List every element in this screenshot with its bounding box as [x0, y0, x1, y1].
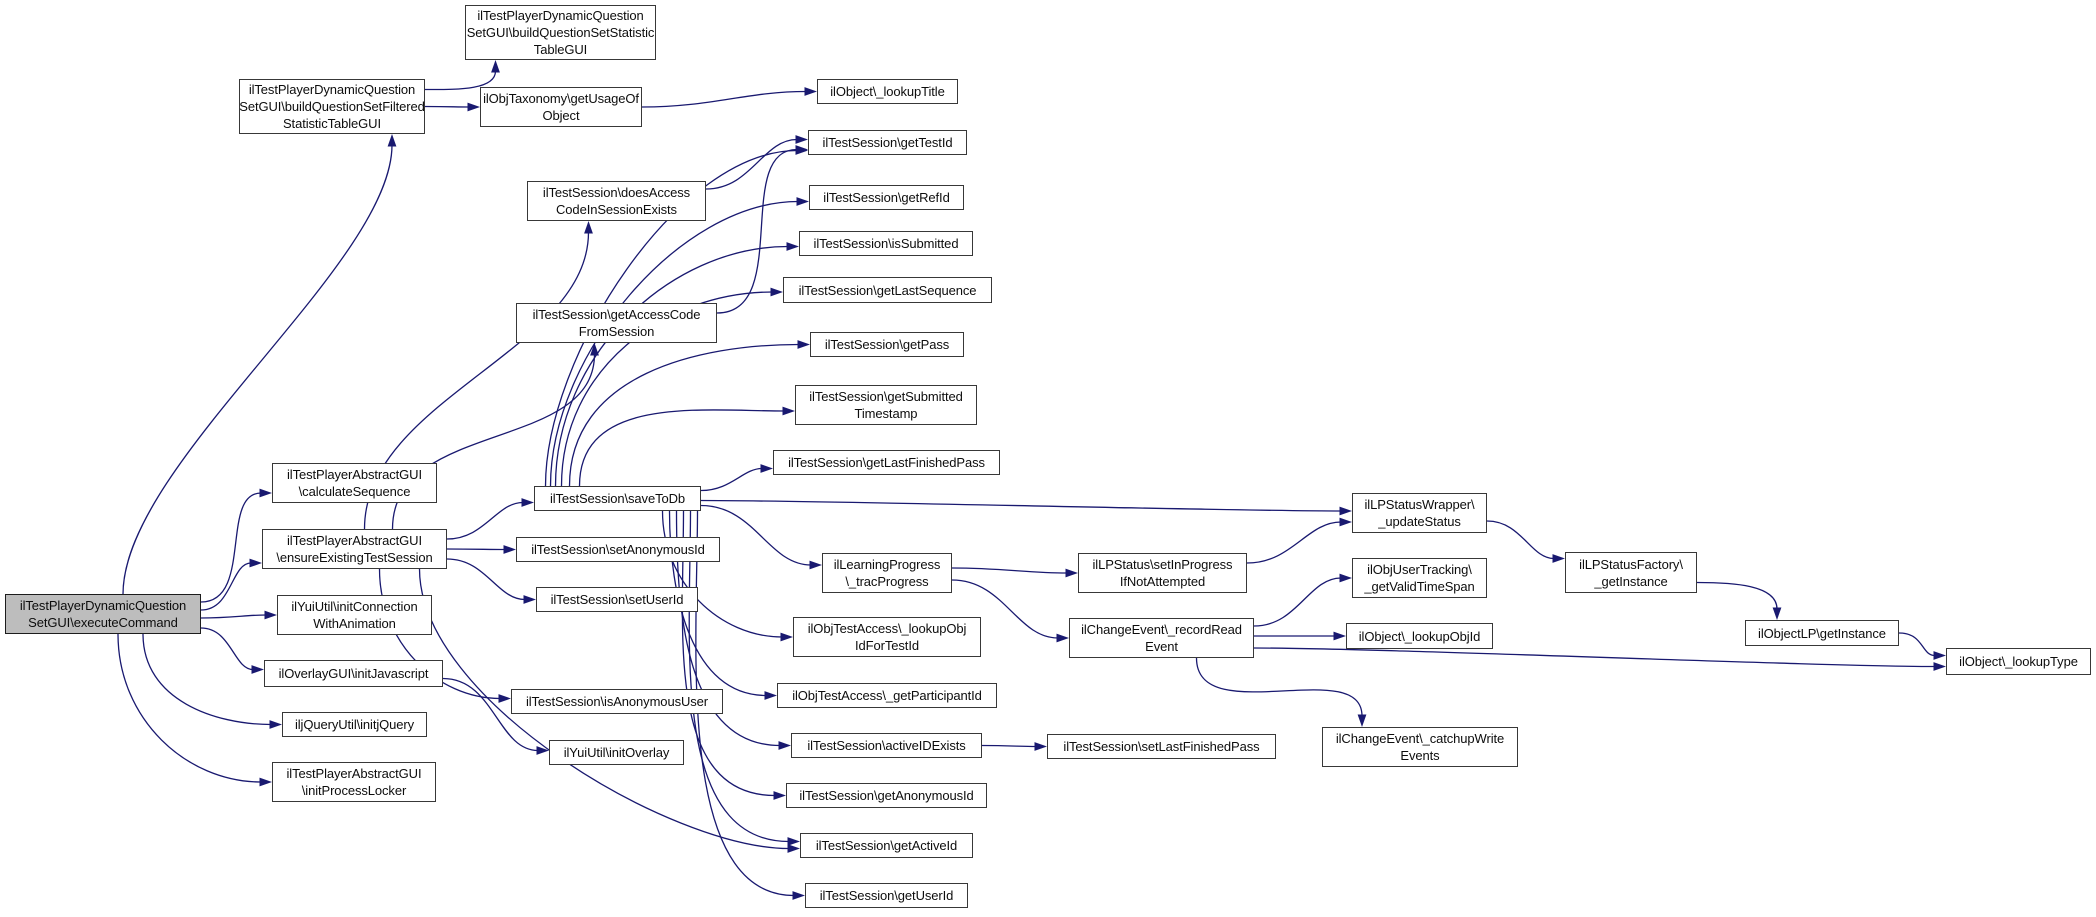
- graph-node-lookupType[interactable]: [1946, 648, 2091, 675]
- edge-exec-buildFiltered: [123, 145, 392, 594]
- node-label-line: ilTestSession\getTestId: [822, 135, 953, 150]
- graph-node-updateStatus[interactable]: [1352, 493, 1487, 533]
- arrowhead: [1340, 574, 1353, 583]
- arrowhead: [522, 498, 535, 507]
- node-label-line: Object: [542, 108, 580, 123]
- arrowhead: [252, 665, 265, 674]
- arrowhead: [793, 891, 806, 900]
- edge-activeIDExists-setLastFinishedPass: [982, 746, 1036, 747]
- node-label-line: ilTestSession\isSubmitted: [813, 236, 959, 251]
- node-label-line: ilObject\_lookupObjId: [1358, 628, 1481, 644]
- graph-node-setLastFinishedPass[interactable]: [1047, 734, 1276, 759]
- arrowhead: [1066, 569, 1079, 578]
- graph-node-lookupObjIdForTestId[interactable]: [793, 617, 981, 657]
- arrowhead: [1340, 507, 1353, 516]
- edge-doesAccess-getTestId: [706, 140, 797, 190]
- graph-node-setAnonymousId[interactable]: [516, 537, 720, 562]
- node-label-line: SetGUI\buildQuestionSetFiltered: [239, 99, 425, 114]
- node-label-line: ilObjUserTracking\: [1367, 562, 1472, 577]
- node-label-line: ilTestSession\setLastFinishedPass: [1063, 739, 1260, 754]
- graph-node-getAccessCode[interactable]: [516, 303, 717, 343]
- graph-node-getActiveId[interactable]: [800, 833, 973, 858]
- node-label-line: ilTestPlayerDynamicQuestion: [19, 598, 187, 613]
- edge-factory-lpGetInstance: [1697, 583, 1777, 610]
- graph-node-exec[interactable]: [5, 594, 201, 634]
- node-label-line: StatisticTableGUI: [282, 116, 381, 131]
- node-label-line: ilLPStatusWrapper\: [1364, 497, 1475, 512]
- graph-node-setUserId[interactable]: [536, 587, 698, 612]
- node-label-line: IdForTestId: [855, 638, 919, 653]
- arrowhead: [1057, 634, 1070, 643]
- graph-node-initjQuery[interactable]: [282, 712, 427, 737]
- arrowhead: [779, 741, 792, 750]
- edge-recordRead-catchupWrite: [1197, 658, 1363, 716]
- arrowhead: [787, 242, 800, 251]
- node-label-line: ilTestSession\getLastSequence: [798, 282, 977, 298]
- node-label-line: iljQueryUtil\initjQuery: [294, 717, 415, 732]
- edge-exec-initjQuery: [143, 634, 271, 725]
- arrowhead: [1340, 518, 1353, 527]
- edge-buildFiltered-getUsage: [425, 107, 469, 108]
- edge-ensure-saveToDb: [447, 503, 523, 540]
- arrowhead: [788, 837, 801, 846]
- graph-node-getTestId[interactable]: [808, 130, 967, 155]
- node-label-line: \calculateSequence: [298, 484, 411, 499]
- node-label-line: ilObjectLP\getInstance: [1758, 625, 1886, 641]
- node-label-line: ilObjTestAccess\_lookupObj: [807, 621, 967, 636]
- node-label-line: ilObject\_lookupType: [1959, 654, 2078, 669]
- graph-node-isSubmitted[interactable]: [799, 231, 973, 256]
- node-label-line: ilYuiUtil\initConnection: [291, 599, 418, 614]
- edge-getUsage-lookupTitle: [642, 92, 806, 108]
- graph-node-getValidTimeSpan[interactable]: [1352, 558, 1487, 598]
- node-label-line: \ensureExistingTestSession: [276, 550, 433, 565]
- edge-saveToDb-updateStatus: [701, 501, 1341, 512]
- arrowhead: [270, 720, 283, 729]
- arrowhead: [265, 611, 278, 620]
- node-label-line: ilTestSession\getAccessCode: [532, 307, 701, 322]
- node-label-line: \initProcessLocker: [301, 783, 407, 798]
- node-label-line: ilChangeEvent\_recordRead: [1081, 622, 1242, 637]
- arrowhead: [468, 103, 481, 112]
- node-label-line: \_tracProgress: [845, 574, 929, 589]
- node-label-line: IfNotAttempted: [1119, 574, 1206, 589]
- graph-node-catchupWrite[interactable]: [1322, 727, 1518, 767]
- graph-node-doesAccess[interactable]: [527, 181, 706, 221]
- arrowhead: [1934, 662, 1947, 671]
- arrowhead: [491, 60, 500, 73]
- node-label-line: ilTestSession\getUserId: [819, 888, 954, 903]
- node-label-line: SetGUI\executeCommand: [28, 615, 178, 630]
- edge-recordRead-getValidTimeSpan: [1254, 578, 1341, 626]
- arrowhead: [796, 135, 809, 144]
- arrowhead: [774, 791, 787, 800]
- node-label-line: ilTestSession\getPass: [824, 337, 950, 352]
- node-label-line: CodeInSessionExists: [556, 202, 677, 217]
- arrowhead: [797, 197, 810, 206]
- graph-node-initOverlay[interactable]: [549, 740, 684, 765]
- edge-recordRead-lookupType: [1254, 648, 1935, 667]
- graph-node-lpGetInstance[interactable]: [1745, 620, 1899, 646]
- arrowhead: [771, 288, 784, 297]
- graph-node-getUsage[interactable]: [480, 87, 642, 127]
- edge-exec-initProcessLocker: [118, 634, 261, 782]
- edge-saveToDb-getSubmittedTs: [580, 410, 785, 486]
- node-label-line: ilObject\_lookupTitle: [830, 84, 945, 99]
- arrowhead: [805, 87, 818, 96]
- graph-node-getUserId[interactable]: [805, 883, 968, 908]
- graph-node-calculateSequence[interactable]: [272, 463, 437, 503]
- arrowhead: [504, 545, 517, 554]
- node-label-line: ilLearningProgress: [833, 557, 941, 572]
- node-label-line: ilTestPlayerDynamicQuestion: [248, 82, 416, 97]
- edge-saveToDb-getPass: [570, 345, 800, 487]
- edge-updateStatus-factory: [1487, 521, 1554, 559]
- graph-node-activeIDExists[interactable]: [791, 733, 982, 758]
- arrowhead: [388, 134, 397, 147]
- node-label-line: Timestamp: [854, 406, 918, 421]
- graph-node-factory[interactable]: [1565, 552, 1697, 593]
- node-label-line: ilTestSession\isAnonymousUser: [525, 694, 709, 709]
- node-label-line: ilTestSession\doesAccess: [542, 185, 691, 200]
- edge-exec-initConnection: [201, 615, 266, 618]
- node-label-line: ilTestPlayerDynamicQuestion: [477, 8, 644, 23]
- arrowhead: [761, 464, 774, 473]
- edge-saveToDb-getLastFinishedPass: [701, 469, 762, 491]
- graph-node-getLastFinishedPass[interactable]: [773, 450, 1000, 475]
- edge-exec-initJavascript: [201, 628, 253, 670]
- edge-ensure-setAnonymousId: [447, 549, 505, 550]
- graph-node-getLastSequence[interactable]: [783, 277, 992, 303]
- graph-node-saveToDb[interactable]: [534, 486, 701, 511]
- arrowhead: [1358, 715, 1367, 728]
- node-label-line: ilObjTestAccess\_getParticipantId: [792, 688, 982, 703]
- node-label-line: ilTestSession\getRefId: [823, 190, 950, 205]
- graph-node-lookupTitle[interactable]: [817, 79, 958, 104]
- arrowhead: [1553, 554, 1566, 563]
- graph-node-initProcessLocker[interactable]: [272, 762, 436, 802]
- arrowhead: [788, 844, 801, 853]
- node-label-line: _updateStatus: [1378, 514, 1461, 529]
- arrowhead: [810, 561, 823, 570]
- graph-node-getAnonymousId[interactable]: [786, 783, 987, 808]
- node-label-line: ilTestSession\saveToDb: [549, 491, 686, 506]
- node-label-line: ilTestSession\getSubmitted: [809, 389, 963, 404]
- node-label-line: ilTestSession\activeIDExists: [807, 738, 966, 753]
- node-label-line: ilChangeEvent\_catchupWrite: [1335, 731, 1505, 746]
- graph-node-initConnection[interactable]: [277, 595, 432, 635]
- node-label-line: ilTestSession\getLastFinishedPass: [788, 455, 985, 470]
- graph-node-buildStatistic[interactable]: [465, 5, 656, 60]
- arrowhead: [765, 691, 778, 700]
- graph-node-tracProgress[interactable]: [822, 553, 952, 593]
- node-label-line: SetGUI\buildQuestionSetStatistic: [466, 25, 655, 40]
- graph-node-getParticipantId[interactable]: [777, 683, 997, 708]
- arrowhead: [584, 221, 593, 234]
- node-label-line: ilLPStatus\setInProgress: [1092, 557, 1233, 572]
- arrowhead: [783, 407, 796, 416]
- node-label-line: TableGUI: [533, 42, 588, 57]
- graph-node-buildFiltered[interactable]: [239, 79, 425, 134]
- graph-node-setInProgress[interactable]: [1078, 553, 1247, 593]
- node-label-line: ilTestSession\getAnonymousId: [799, 788, 974, 803]
- graph-node-getSubmittedTs[interactable]: [795, 385, 977, 425]
- graph-node-getRefId[interactable]: [809, 185, 964, 210]
- graph-node-ensure[interactable]: [262, 529, 447, 569]
- graph-node-lookupObjId[interactable]: [1346, 623, 1493, 649]
- arrowhead: [1334, 632, 1347, 641]
- arrowhead: [260, 489, 273, 498]
- graph-node-recordRead[interactable]: [1069, 618, 1254, 658]
- node-label-line: ilTestSession\getActiveId: [815, 838, 958, 853]
- arrowhead: [260, 778, 273, 787]
- node-label-line: ilTestPlayerAbstractGUI: [286, 766, 422, 781]
- graph-node-initJavascript[interactable]: [264, 660, 443, 687]
- edge-saveToDb-lookupObjIdForTestId: [663, 511, 783, 637]
- graph-node-isAnonymousUser[interactable]: [511, 689, 723, 714]
- arrowhead: [781, 633, 794, 642]
- arrowhead: [524, 595, 537, 604]
- node-label-line: ilTestSession\setUserId: [550, 592, 684, 607]
- edge-lpGetInstance-lookupType: [1899, 633, 1935, 656]
- node-label-line: ilTestSession\setAnonymousId: [531, 542, 705, 557]
- edge-ensure-setUserId: [447, 559, 525, 600]
- edge-tracProgress-setInProgress: [952, 568, 1067, 573]
- arrowhead: [1773, 608, 1782, 621]
- node-label-line: ilTestPlayerAbstractGUI: [287, 467, 422, 482]
- node-label-line: ilYuiUtil\initOverlay: [563, 745, 670, 760]
- node-label-line: Events: [1400, 748, 1440, 763]
- node-label-line: ilLPStatusFactory\: [1579, 556, 1683, 572]
- node-label-line: WithAnimation: [313, 616, 396, 631]
- arrowhead: [798, 340, 811, 349]
- node-label-line: _getValidTimeSpan: [1364, 579, 1475, 594]
- edge-setInProgress-updateStatus: [1247, 522, 1341, 563]
- node-label-line: _getInstance: [1594, 573, 1668, 589]
- node-label-line: ilObjTaxonomy\getUsageOf: [483, 91, 639, 106]
- node-label-line: Event: [1145, 639, 1178, 654]
- node-label-line: ilOverlayGUI\initJavascript: [278, 666, 429, 681]
- arrowhead: [1035, 742, 1048, 751]
- arrowhead: [499, 694, 512, 703]
- arrowhead: [250, 559, 263, 568]
- node-label-line: ilTestPlayerAbstractGUI: [287, 533, 422, 548]
- arrowhead: [537, 746, 550, 755]
- edge-saveToDb-isSubmitted: [556, 247, 789, 487]
- node-label-line: FromSession: [578, 324, 655, 339]
- arrowhead: [1934, 651, 1947, 660]
- graph-node-getPass[interactable]: [810, 332, 964, 357]
